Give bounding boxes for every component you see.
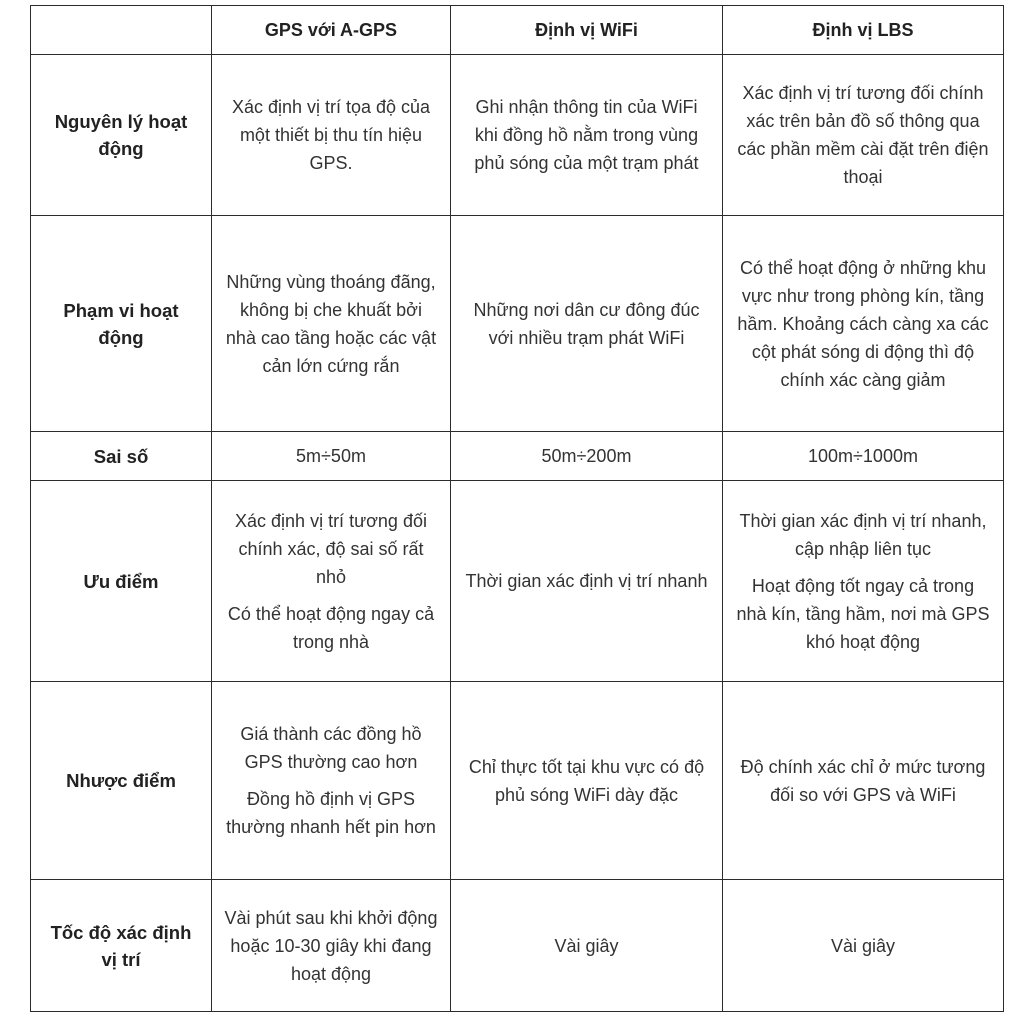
cell-disadvantages-wifi: [451, 682, 723, 880]
cell-text: Chỉ thực tốt tại khu vực có độ phủ sóng WiFi dày đặc: [468, 756, 705, 805]
cell-principle-gps: [212, 55, 451, 216]
header-gps-agps: GPS với A-GPS: [212, 6, 451, 55]
cell-text: Có thể hoạt động ở những khu vực như trong phòng kín, tầng hầm. Khoảng cách càng xa các cột phát sóng di động thì độ chính xác càng giảm: [737, 257, 989, 390]
header-wifi: Định vị WiFi: [451, 6, 723, 55]
cell-principle-wifi: [451, 55, 723, 216]
cell-text: 5m÷50m: [296, 446, 366, 466]
cell-text: Vài giây: [554, 935, 619, 956]
cell-speed-gps: [212, 880, 451, 1012]
table-row-principle: [31, 55, 1004, 216]
header-corner-cell: [31, 6, 212, 55]
cell-disadvantages-gps: [212, 682, 451, 880]
cell-range-lbs: [723, 216, 1004, 432]
table-row-disadvantages: [31, 682, 1004, 880]
cell-advantages-gps: [212, 481, 451, 682]
cell-principle-lbs: [723, 55, 1004, 216]
cell-text: Hoạt động tốt ngay cả trong nhà kín, tầng hầm, nơi mà GPS khó hoạt động: [736, 575, 990, 652]
cell-range-wifi: [451, 216, 723, 432]
cell-text: Vài phút sau khi khởi động hoặc 10-30 giây khi đang hoạt động: [224, 907, 438, 984]
cell-text: Những nơi dân cư đông đúc với nhiều trạm phát WiFi: [473, 299, 700, 348]
cell-error-wifi: [451, 432, 723, 481]
cell-error-gps: [212, 432, 451, 481]
positioning-comparison-table: [30, 5, 1004, 1012]
table-header-row: [31, 6, 1004, 55]
comparison-table-container: [30, 5, 1003, 1012]
row-label-text: Phạm vi hoạt động: [63, 299, 179, 348]
row-label-error: [31, 432, 212, 481]
cell-text: Xác định vị trí tương đối chính xác trên bản đồ số thông qua các phần mềm cài đặt trên điện thoại: [737, 83, 989, 187]
cell-speed-wifi: [451, 880, 723, 1012]
cell-advantages-wifi: [451, 481, 723, 682]
cell-text: Có thể hoạt động ngay cả trong nhà: [227, 603, 435, 652]
cell-text: Xác định vị trí tọa độ của một thiết bị thu tín hiệu GPS.: [231, 97, 431, 173]
cell-advantages-lbs: [723, 481, 1004, 682]
row-label-text: Tốc độ xác định vị trí: [50, 921, 192, 970]
cell-text: Những vùng thoáng đãng, không bị che khuất bởi nhà cao tầng hoặc các vật cản lớn cứng rắn: [225, 271, 437, 376]
cell-text: Thời gian xác định vị trí nhanh, cập nhập liên tục: [739, 510, 987, 559]
row-label-speed: [31, 880, 212, 1012]
cell-speed-lbs: [723, 880, 1004, 1012]
cell-text: Giá thành các đồng hồ GPS thường cao hơn: [240, 724, 422, 772]
row-label-text: Nhược điểm: [66, 770, 176, 791]
cell-text: Thời gian xác định vị trí nhanh: [465, 571, 708, 591]
table-row-error: [31, 432, 1004, 481]
row-label-text: Ưu điểm: [83, 570, 159, 592]
cell-range-gps: [212, 216, 451, 432]
row-label-range: [31, 216, 212, 432]
cell-error-lbs: [723, 432, 1004, 481]
cell-text: Ghi nhận thông tin của WiFi khi đồng hồ nằm trong vùng phủ sóng của một trạm phát: [474, 97, 699, 173]
table-row-advantages: [31, 481, 1004, 682]
table-row-speed: [31, 880, 1004, 1012]
row-label-disadvantages: [31, 682, 212, 880]
cell-text: Độ chính xác chỉ ở mức tương đối so với GPS và WiFi: [740, 756, 986, 805]
row-label-text: Nguyên lý hoạt động: [54, 111, 188, 159]
cell-text: Vài giây: [830, 935, 896, 956]
row-label-text: Sai số: [93, 445, 149, 467]
cell-disadvantages-lbs: [723, 682, 1004, 880]
row-label-principle: [31, 55, 212, 216]
cell-text: 100m÷1000m: [808, 446, 918, 466]
cell-text: Xác định vị trí tương đối chính xác, độ sai số rất nhỏ: [235, 510, 427, 587]
cell-text: Đồng hồ định vị GPS thường nhanh hết pin hơn: [226, 789, 436, 837]
row-label-advantages: [31, 481, 212, 682]
header-lbs: Định vị LBS: [723, 6, 1004, 55]
table-row-range: [31, 216, 1004, 432]
cell-text: 50m÷200m: [541, 446, 632, 466]
